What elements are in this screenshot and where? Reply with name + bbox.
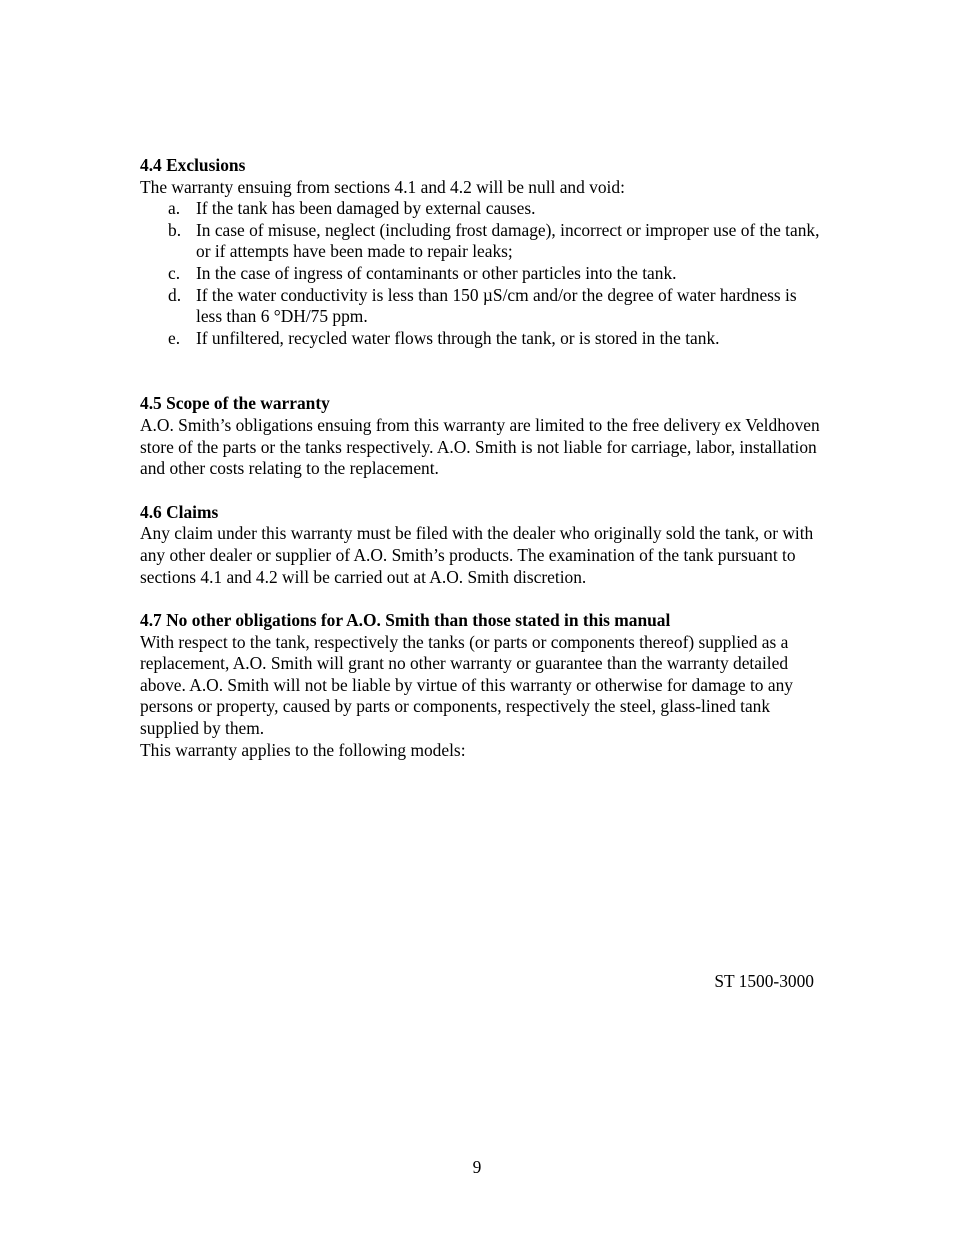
exclusions-intro: The warranty ensuing from sections 4.1 and 4.2 will be null and void:: [140, 176, 625, 197]
list-item: [140, 220, 820, 263]
page-content: [140, 155, 820, 761]
list-item: [140, 198, 820, 220]
list-marker: d.: [168, 284, 182, 305]
section-title-no-other-obligations: 4.7 No other obligations for A.O. Smith than those stated in this manual: [140, 610, 671, 631]
section-title-exclusions: 4.4 Exclusions: [140, 155, 246, 175]
scope-body: A.O. Smith’s obligations ensuing from this warranty are limited to the free delivery ex Veldhoven store of the parts or the tanks respectively. A.O. Smith is not liable for carriage, labor, installation and other costs relating to the replacement.: [140, 414, 820, 479]
section-scope: [140, 393, 820, 479]
list-item-text: If unfiltered, recycled water flows through the tank, or is stored in the tank.: [196, 327, 720, 348]
list-marker: e.: [168, 327, 181, 348]
model-designation: ST 1500-3000: [714, 971, 814, 991]
list-item: [140, 285, 820, 328]
section-claims: [140, 502, 820, 588]
exclusions-list: [140, 198, 820, 349]
section-title-claims: 4.6 Claims: [140, 501, 219, 522]
list-item: [140, 328, 820, 350]
section-spacer: [140, 349, 820, 393]
claims-body: Any claim under this warranty must be filed with the dealer who originally sold the tank, or with any other dealer or supplier of A.O. Smith’s products. The examination of the tank pursuant to sections 4.1 and 4.2 will be carried out at A.O. Smith discretion.: [140, 523, 814, 587]
list-item-text: In the case of ingress of contaminants or other particles into the tank.: [196, 262, 677, 283]
models-intro: This warranty applies to the following models:: [140, 739, 466, 760]
section-title-scope: 4.5 Scope of the warranty: [140, 393, 330, 414]
list-marker: c.: [168, 262, 181, 283]
section-spacer: [140, 480, 820, 502]
no-other-obligations-body: With respect to the tank, respectively the tanks (or parts or components thereof) supplied as a replacement, A.O. Smith will grant no other warranty or guarantee than the warranty detailed above. A.O. Smith will not be liable by virtue of this warranty or otherwise for damage to any persons or property, caused by parts or components, respectively the steel, glass-lined tank supplied by them.: [140, 631, 793, 739]
page-number: 9: [472, 1157, 482, 1177]
list-item-text: If the tank has been damaged by external causes.: [196, 198, 536, 219]
list-marker: b.: [168, 219, 182, 240]
section-exclusions: [140, 155, 820, 349]
list-marker: a.: [168, 198, 181, 219]
list-item-text: If the water conductivity is less than 150 µS/cm and/or the degree of water hardness is less than 6 °DH/75 ppm.: [196, 284, 797, 327]
list-item: [140, 263, 820, 285]
section-no-other-obligations: [140, 610, 820, 761]
list-item-text: In case of misuse, neglect (including frost damage), incorrect or improper use of the tank, or if attempts have been made to repair leaks;: [196, 219, 820, 262]
section-spacer: [140, 588, 820, 610]
